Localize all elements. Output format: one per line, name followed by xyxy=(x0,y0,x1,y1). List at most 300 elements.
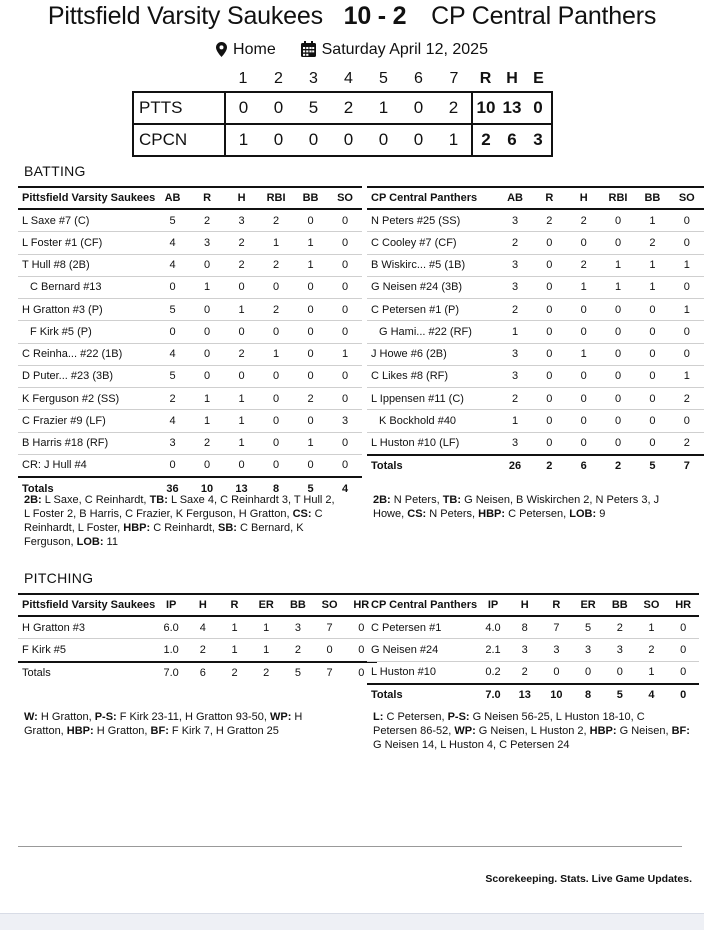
linescore-team: PTTS xyxy=(133,92,225,124)
inning-runs: 0 xyxy=(261,124,296,156)
stat-value: 0 xyxy=(567,388,601,410)
totals-value: 2 xyxy=(250,662,282,684)
player-name: K Bockhold #40 xyxy=(367,410,498,432)
note-key: P-S: xyxy=(447,711,470,723)
stat-header-row xyxy=(367,187,704,209)
stat-column-header: BB xyxy=(635,187,669,209)
inning-runs: 0 xyxy=(261,92,296,124)
note-value: N Peters, xyxy=(426,508,479,520)
note-value: C Petersen, xyxy=(505,508,570,520)
stat-value: 3 xyxy=(498,276,532,298)
stat-value: 1 xyxy=(498,410,532,432)
stat-value: 0 xyxy=(259,388,294,410)
note-key: LOB: xyxy=(569,508,597,520)
player-row xyxy=(18,343,362,365)
stat-value: 2 xyxy=(670,388,704,410)
note-key: P-S: xyxy=(94,711,117,723)
game-date: Saturday April 12, 2025 xyxy=(321,41,488,58)
stat-value: 0 xyxy=(604,661,636,684)
linescore-row xyxy=(133,92,552,124)
totals-label: Totals xyxy=(367,684,477,706)
player-name: C Likes #8 (RF) xyxy=(367,365,498,387)
stat-header-row xyxy=(367,594,699,616)
player-row xyxy=(18,209,362,232)
stat-value: 2 xyxy=(259,209,294,232)
stat-value: 0 xyxy=(155,276,190,298)
note-key: HBP: xyxy=(66,725,94,737)
stat-value: 0 xyxy=(601,232,635,254)
away-batting-table xyxy=(367,186,704,477)
stat-value: 2 xyxy=(190,432,225,454)
note-key: HBP: xyxy=(589,725,617,737)
inning-header: 5 xyxy=(379,69,388,87)
stat-value: 0 xyxy=(328,209,363,232)
stat-value: 1 xyxy=(567,343,601,365)
stat-column-header: BB xyxy=(604,594,636,616)
stat-value: 1 xyxy=(601,254,635,276)
bottom-bar xyxy=(0,913,704,930)
stat-value: 1 xyxy=(224,432,259,454)
totals-value: 0 xyxy=(345,662,377,684)
note-key: TB: xyxy=(149,494,168,506)
stat-value: 0 xyxy=(635,388,669,410)
calendar-icon xyxy=(301,41,316,62)
stat-value: 2 xyxy=(190,209,225,232)
away-pitching-notes xyxy=(373,710,691,752)
stat-value: 1 xyxy=(224,410,259,432)
totals-value: 0 xyxy=(667,684,699,706)
totals-value: 36 xyxy=(155,477,190,499)
linescore-header-row xyxy=(133,66,552,92)
inning-runs: 2 xyxy=(436,92,472,124)
note-key: BF: xyxy=(150,725,169,737)
stat-value: 0 xyxy=(601,388,635,410)
stat-column-header: R xyxy=(219,594,251,616)
stat-value: 0 xyxy=(293,454,328,477)
totals-value: 4 xyxy=(636,684,668,706)
player-row xyxy=(367,343,704,365)
player-name: C Petersen #1 xyxy=(367,616,477,639)
totals-value: 2 xyxy=(219,662,251,684)
inning-header: 7 xyxy=(449,69,459,87)
note-key: TB: xyxy=(442,494,462,506)
stat-value: 1 xyxy=(498,321,532,343)
stat-column-header: ER xyxy=(572,594,604,616)
note-value: G Neisen 14, L Huston 4, C Petersen 24 xyxy=(373,739,570,751)
stat-value: 0 xyxy=(293,321,328,343)
player-row xyxy=(18,410,362,432)
stat-value: 0 xyxy=(328,321,363,343)
stat-column-header: RBI xyxy=(601,187,635,209)
player-row xyxy=(367,232,704,254)
stat-value: 4 xyxy=(155,410,190,432)
player-row xyxy=(367,616,699,639)
note-key: CS: xyxy=(407,508,427,520)
stat-value: 0 xyxy=(635,299,669,321)
stat-value: 0 xyxy=(190,299,225,321)
stat-value: 0 xyxy=(155,321,190,343)
stat-value: 0 xyxy=(601,432,635,455)
totals-value: 10 xyxy=(541,684,573,706)
stat-value: 0 xyxy=(601,365,635,387)
home-batting-notes xyxy=(24,493,342,549)
linescore-total: 6 xyxy=(499,124,525,156)
totals-value: 13 xyxy=(509,684,541,706)
stat-value: 0 xyxy=(259,276,294,298)
player-row xyxy=(367,299,704,321)
inning-header: 3 xyxy=(309,69,318,87)
team-name-header: CP Central Panthers xyxy=(367,187,498,209)
stat-value: 0 xyxy=(601,321,635,343)
stat-value: 0 xyxy=(670,209,704,232)
stat-value: 0 xyxy=(541,661,573,684)
stat-value: 2 xyxy=(635,232,669,254)
stat-column-header: HR xyxy=(667,594,699,616)
stat-value: 2 xyxy=(532,209,566,232)
stat-value: 1 xyxy=(601,276,635,298)
stat-column-header: ER xyxy=(250,594,282,616)
stat-value: 0 xyxy=(345,616,377,639)
stat-column-header: HR xyxy=(345,594,377,616)
stat-value: 0 xyxy=(670,321,704,343)
player-name: B Wiskirc... #5 (1B) xyxy=(367,254,498,276)
stat-value: 0 xyxy=(293,209,328,232)
stat-value: 0 xyxy=(328,432,363,454)
totals-value: 5 xyxy=(635,455,669,477)
player-name: L Huston #10 xyxy=(367,661,477,684)
stat-value: 0 xyxy=(532,321,566,343)
stat-value: 0 xyxy=(224,454,259,477)
stat-value: 0 xyxy=(259,410,294,432)
stat-value: 2 xyxy=(259,299,294,321)
team-name-header: CP Central Panthers xyxy=(367,594,477,616)
total-header: H xyxy=(506,69,518,87)
away-team-name: CP Central Panthers xyxy=(431,2,657,30)
player-name: B Harris #18 (RF) xyxy=(18,432,155,454)
player-row xyxy=(367,276,704,298)
note-value: C Reinhardt, xyxy=(150,522,219,534)
stat-value: 2 xyxy=(567,254,601,276)
stat-value: 4 xyxy=(155,232,190,254)
stat-value: 0.2 xyxy=(477,661,509,684)
note-value: G Neisen, xyxy=(616,725,672,737)
note-value: L Saxe, C Reinhardt, xyxy=(41,494,150,506)
totals-value: 5 xyxy=(293,477,328,499)
stat-value: 3 xyxy=(498,209,532,232)
inning-runs: 0 xyxy=(401,92,436,124)
stat-value: 1 xyxy=(219,639,251,662)
footer-tagline: Scorekeeping. Stats. Live Game Updates. xyxy=(485,873,692,885)
totals-value: 5 xyxy=(282,662,314,684)
stat-value: 0 xyxy=(601,209,635,232)
inning-header: 4 xyxy=(344,69,353,87)
player-row xyxy=(18,365,362,387)
stat-value: 0 xyxy=(345,639,377,662)
note-key: WP: xyxy=(269,711,292,723)
inning-header: 2 xyxy=(274,69,283,87)
note-value: H Gratton, xyxy=(37,711,95,723)
stat-column-header: BB xyxy=(293,187,328,209)
home-team-name: Pittsfield Varsity Saukees xyxy=(47,2,323,30)
player-row xyxy=(18,299,362,321)
player-row xyxy=(18,454,362,477)
player-name: L Huston #10 (LF) xyxy=(367,432,498,455)
stat-value: 0 xyxy=(567,321,601,343)
stat-value: 0 xyxy=(314,639,346,662)
stat-value: 2.1 xyxy=(477,639,509,661)
stat-value: 3 xyxy=(498,254,532,276)
linescore-total: 3 xyxy=(525,124,552,156)
stat-value: 2 xyxy=(498,388,532,410)
player-row xyxy=(367,321,704,343)
linescore-table xyxy=(132,66,553,157)
stat-value: 1 xyxy=(293,254,328,276)
player-name: K Ferguson #2 (SS) xyxy=(18,388,155,410)
stat-value: 0 xyxy=(293,365,328,387)
stat-value: 0 xyxy=(532,432,566,455)
stat-value: 1 xyxy=(670,365,704,387)
footer-divider xyxy=(18,846,682,847)
stat-value: 0 xyxy=(635,365,669,387)
stat-value: 7 xyxy=(314,616,346,639)
stat-value: 0 xyxy=(155,454,190,477)
note-value: 11 xyxy=(103,536,118,548)
player-row xyxy=(367,388,704,410)
player-row xyxy=(18,616,377,639)
stat-value: 0 xyxy=(567,232,601,254)
stat-value: 0 xyxy=(635,432,669,455)
stat-value: 2 xyxy=(259,254,294,276)
stat-column-header: IP xyxy=(155,594,187,616)
totals-value: 10 xyxy=(190,477,225,499)
stat-value: 3 xyxy=(224,209,259,232)
stat-value: 2 xyxy=(498,232,532,254)
inning-runs: 0 xyxy=(296,124,331,156)
stat-value: 1 xyxy=(293,432,328,454)
player-row xyxy=(367,209,704,232)
totals-value: 8 xyxy=(572,684,604,706)
home-pitching-table xyxy=(18,593,377,684)
stat-value: 4.0 xyxy=(477,616,509,639)
player-name: G Neisen #24 (3B) xyxy=(367,276,498,298)
total-header: R xyxy=(479,69,492,87)
note-value: F Kirk 23-11, H Gratton 93-50, xyxy=(116,711,270,723)
inning-header: 6 xyxy=(414,69,423,87)
player-row xyxy=(367,639,699,661)
stat-value: 0 xyxy=(190,254,225,276)
stat-value: 1 xyxy=(670,299,704,321)
player-row xyxy=(18,276,362,298)
stat-value: 3 xyxy=(509,639,541,661)
totals-value: 26 xyxy=(498,455,532,477)
totals-value: 2 xyxy=(532,455,566,477)
stat-value: 2 xyxy=(293,388,328,410)
stat-value: 0 xyxy=(670,343,704,365)
note-key: LOB: xyxy=(76,536,104,548)
stat-value: 0 xyxy=(532,276,566,298)
player-name: N Peters #25 (SS) xyxy=(367,209,498,232)
note-key: HBP: xyxy=(478,508,506,520)
inning-runs: 2 xyxy=(331,92,366,124)
stat-value: 0 xyxy=(328,365,363,387)
stat-value: 0 xyxy=(567,432,601,455)
stat-value: 1 xyxy=(259,232,294,254)
note-key: 2B: xyxy=(24,494,42,506)
linescore-row xyxy=(133,124,552,156)
stat-value: 0 xyxy=(532,254,566,276)
stat-value: 0 xyxy=(532,388,566,410)
stat-value: 0 xyxy=(224,276,259,298)
stat-value: 2 xyxy=(636,639,668,661)
note-value: G Neisen, B Wiskirchen 2, N Peters 3, J Howe, xyxy=(373,494,660,520)
stat-column-header: RBI xyxy=(259,187,294,209)
stat-column-header: SO xyxy=(636,594,668,616)
note-value: H Gratton, xyxy=(93,725,151,737)
note-value: C Bernard, K Ferguson, xyxy=(24,522,304,548)
stat-value: 0 xyxy=(293,276,328,298)
player-row xyxy=(367,410,704,432)
totals-value: 7 xyxy=(670,455,704,477)
note-value: N Peters, xyxy=(390,494,443,506)
stat-value: 0 xyxy=(635,343,669,365)
note-value: C Petersen, xyxy=(383,711,448,723)
stat-value: 0 xyxy=(601,343,635,365)
player-name: C Frazier #9 (LF) xyxy=(18,410,155,432)
player-row xyxy=(367,365,704,387)
stat-value: 0 xyxy=(224,321,259,343)
stat-value: 1 xyxy=(190,276,225,298)
inning-runs: 1 xyxy=(436,124,472,156)
stat-value: 0 xyxy=(259,432,294,454)
inning-runs: 0 xyxy=(225,92,261,124)
stat-value: 1 xyxy=(224,388,259,410)
stat-value: 3 xyxy=(498,365,532,387)
stat-value: 6.0 xyxy=(155,616,187,639)
stat-value: 0 xyxy=(190,365,225,387)
stat-value: 0 xyxy=(572,661,604,684)
inning-runs: 1 xyxy=(366,92,401,124)
stat-value: 0 xyxy=(635,410,669,432)
stat-value: 1 xyxy=(259,343,294,365)
player-name: T Hull #8 (2B) xyxy=(18,254,155,276)
player-row xyxy=(18,232,362,254)
stat-value: 3 xyxy=(498,343,532,365)
stat-column-header: IP xyxy=(477,594,509,616)
location-pin-icon xyxy=(216,42,227,62)
stat-value: 3 xyxy=(498,432,532,455)
stat-value: 5 xyxy=(572,616,604,639)
linescore-total: 2 xyxy=(472,124,499,156)
stat-value: 1.0 xyxy=(155,639,187,662)
note-key: 2B: xyxy=(373,494,391,506)
stat-column-header: AB xyxy=(155,187,190,209)
stat-value: 2 xyxy=(670,432,704,455)
totals-value: 13 xyxy=(224,477,259,499)
note-key: SB: xyxy=(218,522,237,534)
stat-value: 1 xyxy=(635,276,669,298)
linescore-total: 0 xyxy=(525,92,552,124)
stat-value: 1 xyxy=(636,616,668,639)
inning-runs: 1 xyxy=(225,124,261,156)
stat-value: 4 xyxy=(187,616,219,639)
stat-value: 1 xyxy=(190,410,225,432)
player-row xyxy=(367,254,704,276)
away-batting-notes xyxy=(373,493,691,521)
stat-value: 1 xyxy=(250,639,282,662)
stat-value: 1 xyxy=(190,388,225,410)
stat-value: 2 xyxy=(224,343,259,365)
stat-value: 2 xyxy=(282,639,314,662)
totals-value: 7 xyxy=(314,662,346,684)
stat-value: 0 xyxy=(328,254,363,276)
player-name: CR: J Hull #4 xyxy=(18,454,155,477)
stat-value: 2 xyxy=(509,661,541,684)
stat-value: 2 xyxy=(498,299,532,321)
stat-value: 0 xyxy=(532,343,566,365)
total-header: E xyxy=(533,69,544,87)
note-key: CS: xyxy=(292,508,312,520)
stat-value: 1 xyxy=(635,254,669,276)
stat-value: 0 xyxy=(328,232,363,254)
stat-value: 8 xyxy=(509,616,541,639)
stat-column-header: SO xyxy=(314,594,346,616)
stat-value: 2 xyxy=(187,639,219,662)
stat-column-header: SO xyxy=(328,187,363,209)
player-name: G Hami... #22 (RF) xyxy=(367,321,498,343)
note-value: 9 xyxy=(596,508,606,520)
stat-value: 0 xyxy=(601,299,635,321)
stat-value: 7 xyxy=(541,616,573,639)
inning-runs: 0 xyxy=(366,124,401,156)
player-name: J Howe #6 (2B) xyxy=(367,343,498,365)
stat-value: 0 xyxy=(667,616,699,639)
inning-header: 1 xyxy=(238,69,248,87)
player-name: L Saxe #7 (C) xyxy=(18,209,155,232)
player-name: C Bernard #13 xyxy=(18,276,155,298)
stat-value: 5 xyxy=(155,209,190,232)
stat-value: 0 xyxy=(293,343,328,365)
stat-value: 0 xyxy=(667,639,699,661)
player-name: F Kirk #5 xyxy=(18,639,155,662)
stat-value: 5 xyxy=(155,299,190,321)
stat-header-row xyxy=(18,187,362,209)
stat-value: 0 xyxy=(259,365,294,387)
note-key: HBP: xyxy=(123,522,151,534)
stat-value: 3 xyxy=(572,639,604,661)
totals-label: Totals xyxy=(18,662,155,684)
stat-column-header: H xyxy=(567,187,601,209)
note-key: WP: xyxy=(454,725,476,737)
player-name: G Neisen #24 xyxy=(367,639,477,661)
stat-value: 0 xyxy=(190,454,225,477)
stat-value: 0 xyxy=(293,299,328,321)
totals-label: Totals xyxy=(367,455,498,477)
player-name: C Reinha... #22 (1B) xyxy=(18,343,155,365)
stat-value: 3 xyxy=(328,410,363,432)
note-value: C Reinhardt, L Foster, xyxy=(24,508,323,534)
stat-value: 0 xyxy=(224,365,259,387)
totals-row xyxy=(367,455,704,477)
stat-value: 0 xyxy=(190,321,225,343)
stat-value: 1 xyxy=(670,254,704,276)
stat-value: 1 xyxy=(635,209,669,232)
team-name-header: Pittsfield Varsity Saukees xyxy=(18,594,155,616)
totals-value: 5 xyxy=(604,684,636,706)
pitching-section-label: PITCHING xyxy=(24,570,94,586)
player-name: D Puter... #23 (3B) xyxy=(18,365,155,387)
stat-header-row xyxy=(18,594,377,616)
linescore-corner xyxy=(133,66,225,92)
